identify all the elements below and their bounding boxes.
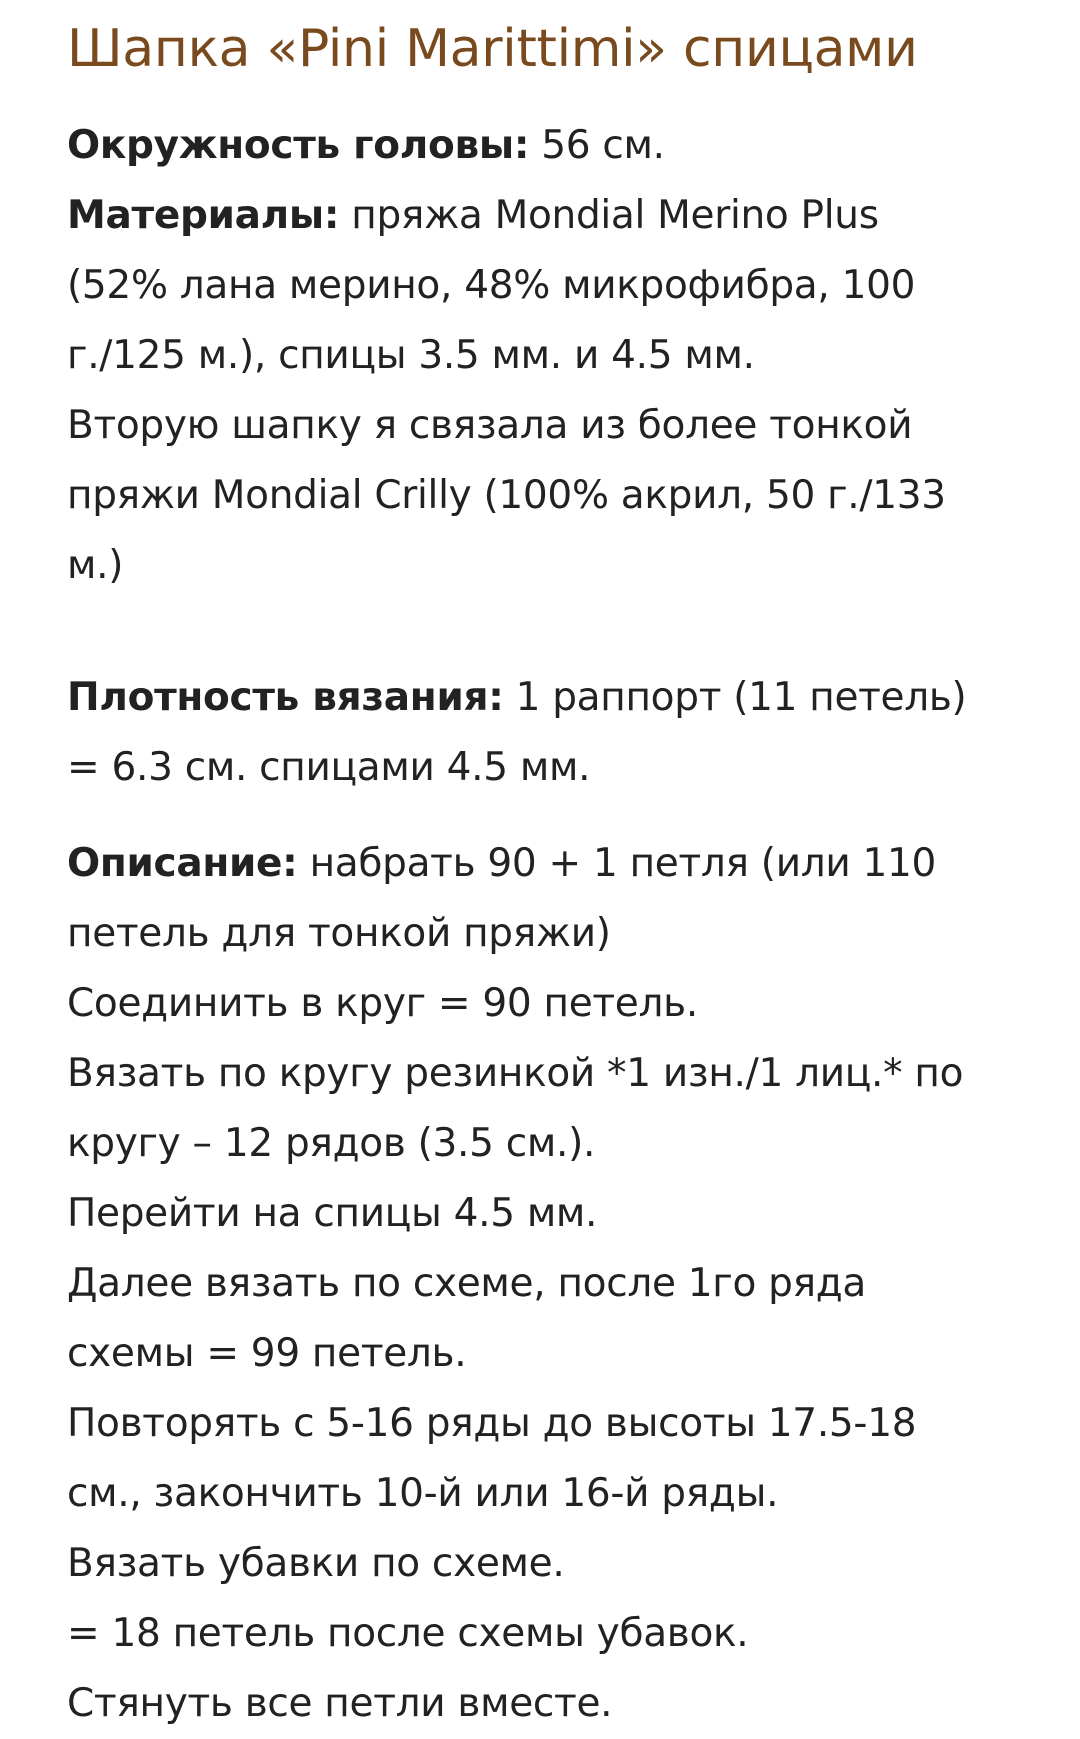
materials-line: Вторую шапку я связала из более тонкой — [67, 403, 913, 448]
density-label: Плотность вязания: — [67, 675, 504, 720]
description-line: схемы = 99 петель. — [67, 1331, 467, 1376]
materials-line: Материалы: пряжа Mondial Merino Plus — [67, 193, 879, 238]
description — [67, 829, 1033, 1739]
description-line: кругу – 12 рядов (3.5 см.). — [67, 1121, 596, 1166]
materials-line: пряжи Mondial Crilly (100% акрил, 50 г./133 — [67, 473, 946, 518]
description-line: см., закончить 10-й или 16-й ряды. — [67, 1471, 779, 1516]
description-line: Перейти на спицы 4.5 мм. — [67, 1191, 598, 1236]
materials-line: м.) — [67, 543, 124, 588]
description-line: Описание: набрать 90 + 1 петля (или 110 — [67, 841, 937, 886]
materials-line: (52% лана мерино, 48% микрофибра, 100 — [67, 263, 916, 308]
head-circumference-value: 56 см. — [529, 123, 665, 168]
article — [67, 10, 1033, 1739]
materials-line: г./125 м.), спицы 3.5 мм. и 4.5 мм. — [67, 333, 755, 378]
description-line: Вязать убавки по схеме. — [67, 1541, 565, 1586]
description-line: Повторять с 5-16 ряды до высоты 17.5-18 — [67, 1401, 917, 1446]
density-line: Плотность вязания: 1 раппорт (11 петель) — [67, 675, 967, 720]
page-title: Шапка «Pini Marittimi» спицами — [67, 19, 918, 79]
description-line: = 18 петель после схемы убавок. — [67, 1611, 749, 1656]
description-line: Стянуть все петли вместе. — [67, 1681, 613, 1726]
description-line: Соединить в круг = 90 петель. — [67, 981, 698, 1026]
description-line: Вязать по кругу резинкой *1 изн./1 лиц.* по — [67, 1051, 964, 1096]
density-line: = 6.3 см. спицами 4.5 мм. — [67, 745, 591, 790]
materials — [67, 181, 1033, 601]
head-circumference-label: Окружность головы: — [67, 123, 530, 168]
knitting-density — [67, 663, 1033, 803]
materials-label: Материалы: — [67, 193, 340, 238]
description-line: Далее вязать по схеме, после 1го ряда — [67, 1261, 867, 1306]
description-label: Описание: — [67, 841, 298, 886]
description-line: петель для тонкой пряжи) — [67, 911, 611, 956]
head-circumference — [67, 111, 1033, 181]
